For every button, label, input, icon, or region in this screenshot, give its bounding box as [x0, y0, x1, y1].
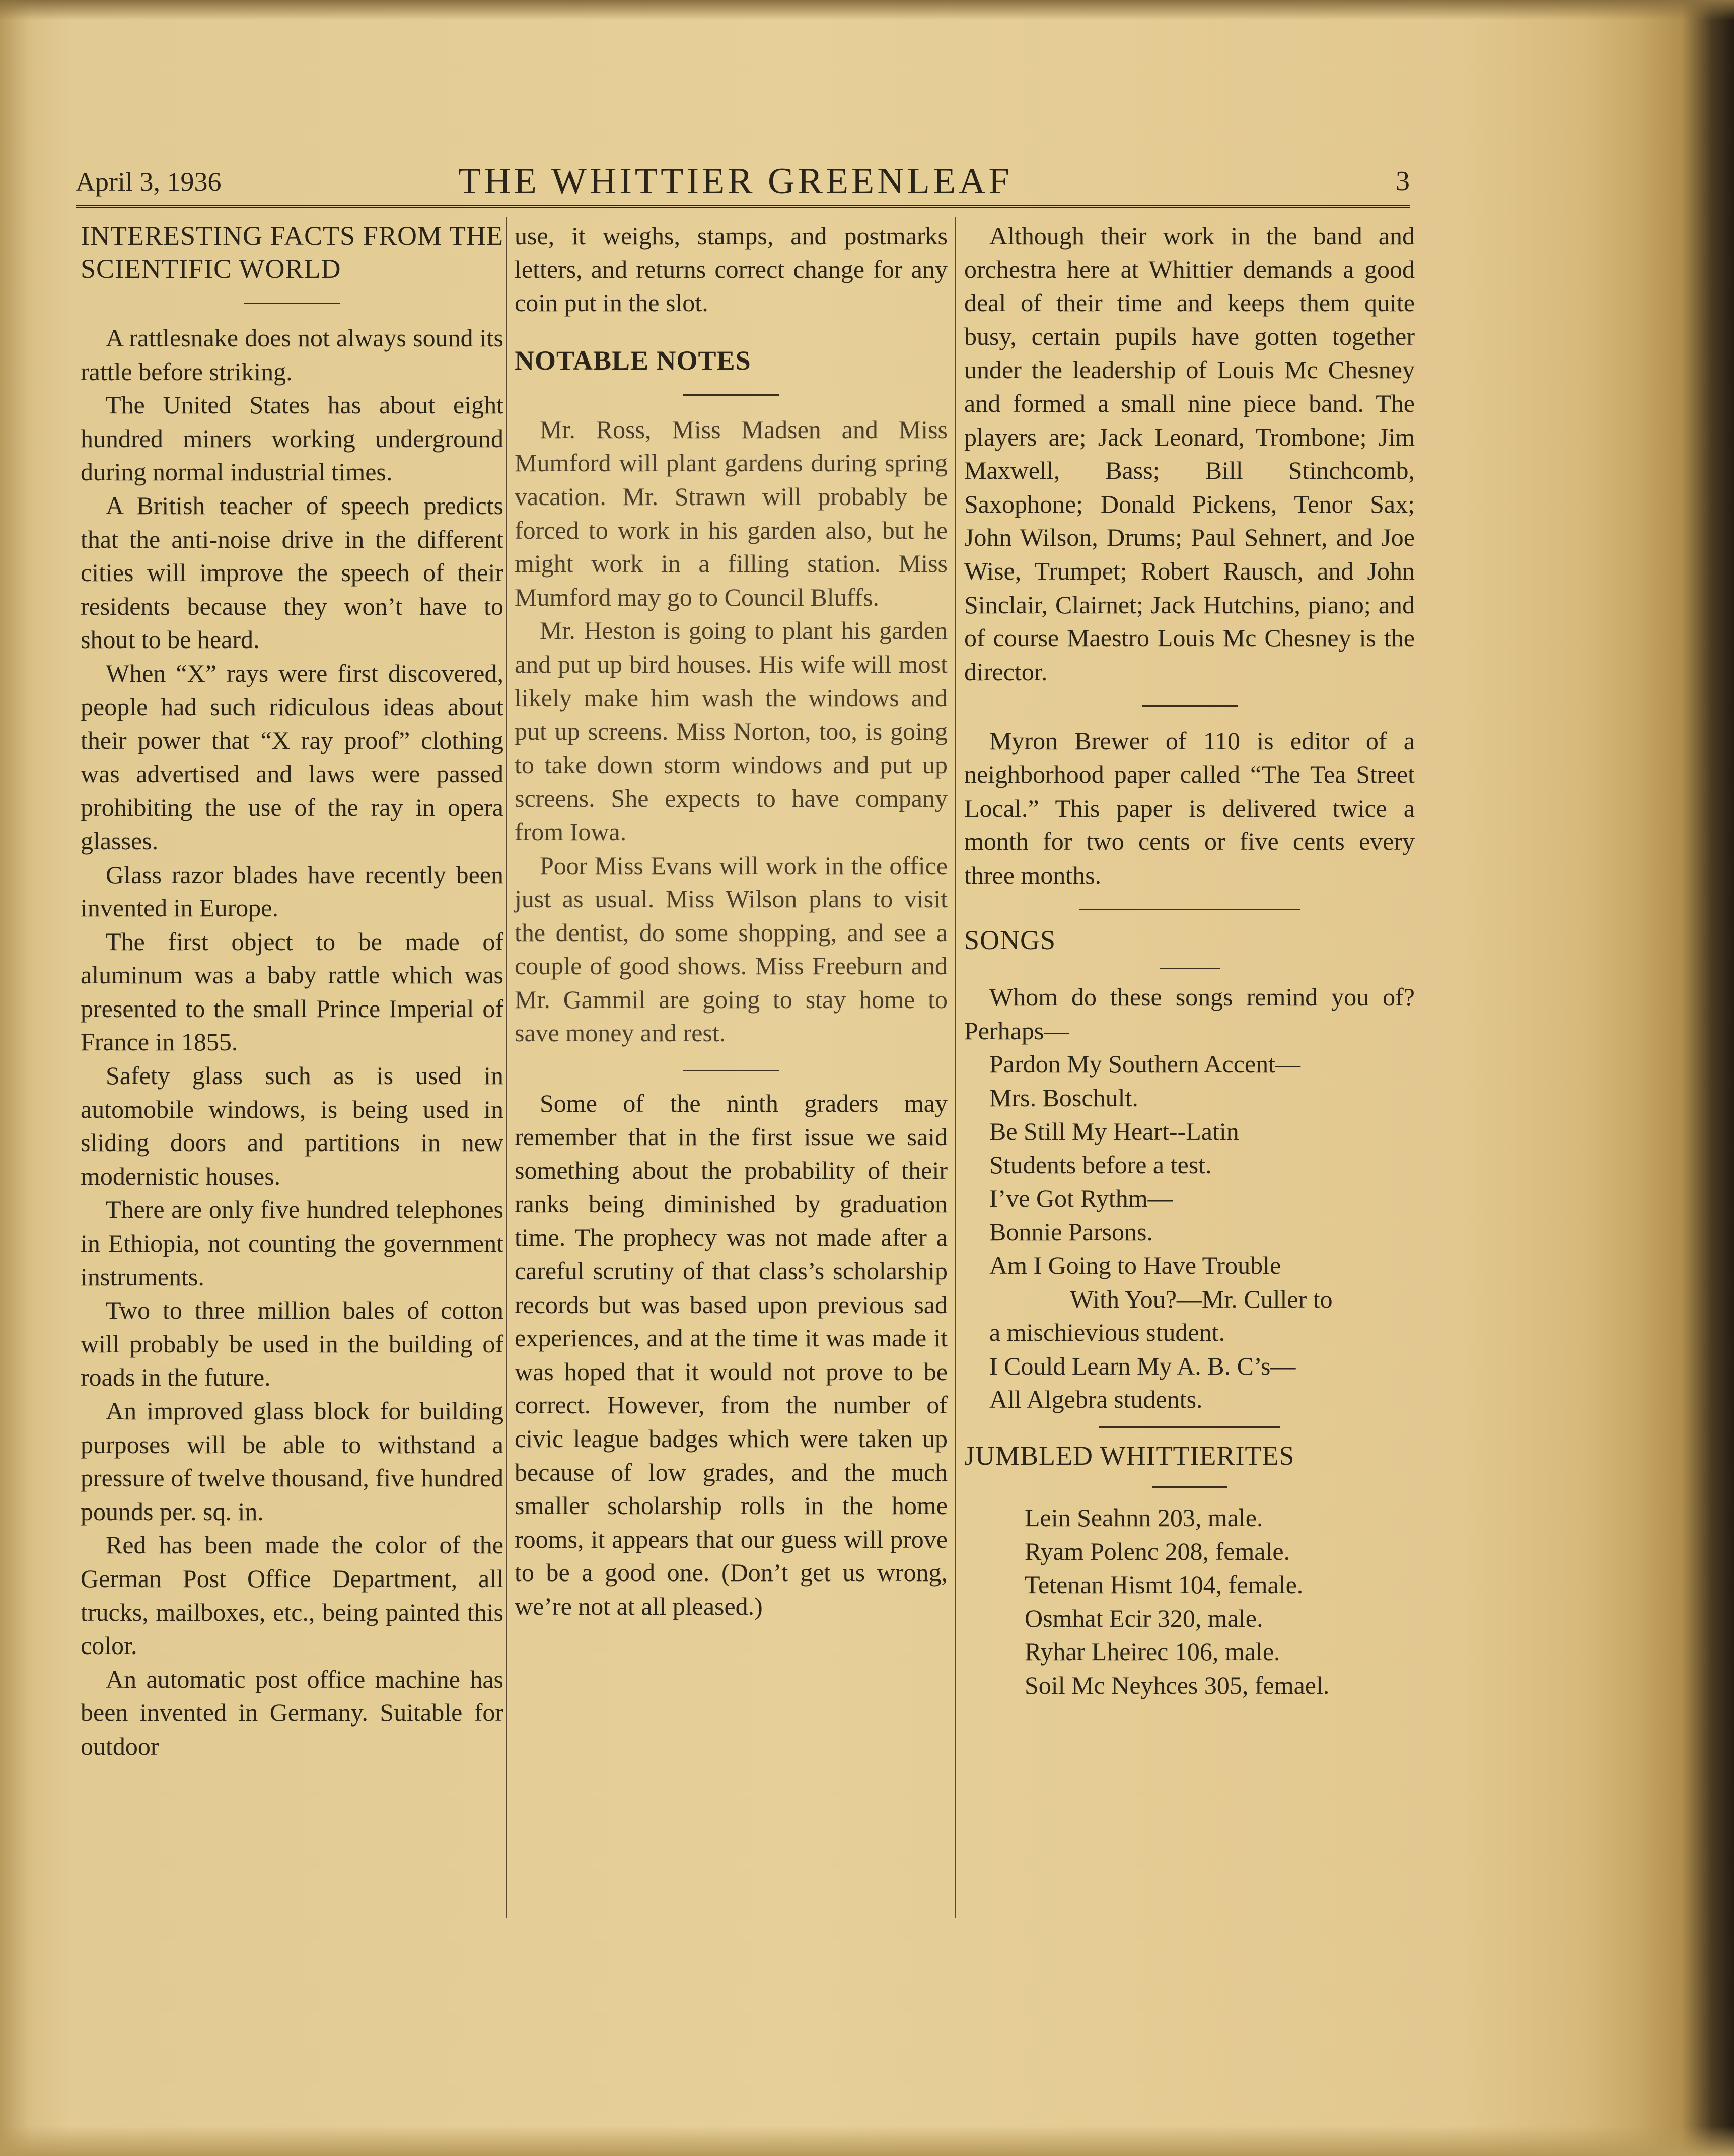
jumbled-name: Soil Mc Neyhces 305, femael.	[1025, 1671, 1330, 1699]
ninth-graders-paragraph: Some of the ninth graders may remember that in the first issue we said something about the probability of their ranks being diminished by graduation time. The prophecy was not made after a careful scrutiny of that class’s scholarship records but was based upon previous sad experiences, and at the time it was made it was hoped that it would not prove to be correct. However, from the number of civic league badges which were taken up because of low grades, and the much smaller scholarship rolls in the home rooms, it appears that our guess will prove to be a good one. (Don’t get us wrong, we’re not at all pleased.)	[515, 1089, 948, 1620]
fact-paragraph: The first object to be made of aluminum was a baby rattle which was presented to the small Prince Imperial of France in 1855.	[81, 927, 503, 1056]
fact-paragraph: The United States has about eight hundred miners working underground during normal industrial times.	[81, 391, 503, 486]
heading-rule	[1152, 1486, 1227, 1488]
jumbled-name: Lein Seahnn 203, male.	[1025, 1503, 1263, 1532]
notes-paragraph: Mr. Heston is going to plant his garden and put up bird houses. His wife will most likely make him wash the windows and put up screens. Miss Norton, too, is going to take down storm windows and put up screens. She expects to have company from Iowa.	[515, 616, 948, 846]
song-person: Mrs. Boschult.	[989, 1084, 1138, 1112]
page-header	[76, 160, 1410, 205]
continued-paragraph: use, it weighs, stamps, and postmarks letters, and returns correct change for any coin put in the slot.	[515, 222, 948, 317]
section-rule	[1079, 909, 1300, 910]
jumbled-name: Ryam Polenc 208, female.	[1025, 1537, 1290, 1565]
song-title: I Could Learn My A. B. C’s—	[989, 1351, 1296, 1380]
song-title: I’ve Got Rythm—	[989, 1184, 1173, 1212]
fact-paragraph: Red has been made the color of the German Post Office Department, all trucks, mailboxes, etc., being painted this color.	[81, 1531, 503, 1660]
notes-paragraph: Poor Miss Evans will work in the office just as usual. Miss Wilson plans to visit the dentist, do some shopping, and see a couple of good shows. Miss Freeburn and Mr. Gammil are going to stay home to save money and rest.	[515, 851, 948, 1047]
fact-paragraph: A British teacher of speech predicts that the anti-noise drive in the different cities will improve the speech of their residents because they won’t have to shout to be heard.	[81, 491, 503, 654]
fact-paragraph: There are only five hundred telephones in Ethiopia, not counting the government instruments.	[81, 1195, 503, 1291]
song-person: Students before a test.	[989, 1151, 1212, 1179]
heading-rule	[244, 303, 340, 304]
fact-paragraph: A rattlesnake does not always sound its rattle before striking.	[81, 324, 503, 386]
fact-paragraph: An automatic post office machine has been invented in Germany. Suitable for outdoor	[81, 1665, 503, 1760]
jumbled-name: Ryhar Lheirec 106, male.	[1025, 1637, 1280, 1666]
jumbled-heading: JUMBLED WHITTIERITES	[964, 1441, 1295, 1471]
fact-paragraph: Two to three million bales of cotton will probably be used in the building of roads in the future.	[81, 1296, 503, 1392]
header-rule	[76, 205, 1410, 208]
song-title-continued: With You?—Mr. Culler to	[1070, 1284, 1333, 1313]
fact-paragraph: Glass razor blades have recently been invented in Europe.	[81, 860, 503, 922]
fact-paragraph: An improved glass block for building purposes will be able to withstand a pressure of twelve thousand, five hundred pounds per. sq. in.	[81, 1397, 503, 1526]
column-notable-notes	[515, 219, 948, 1623]
scientific-facts-heading: INTERESTING FACTS FROM THE SCIENTIFIC WORLD	[81, 221, 503, 284]
column-scientific-facts	[81, 219, 503, 1763]
page-number: 3	[1396, 166, 1410, 197]
songs-heading: SONGS	[964, 925, 1056, 956]
section-rule	[1142, 705, 1238, 707]
notes-paragraph: Mr. Ross, Miss Madsen and Miss Mumford will plant gardens during spring vacation. Mr. Strawn will probably be forced to work in his garden also, but he might work in a filling station. Miss Mumford may go to Council Bluffs.	[515, 415, 948, 611]
songs-intro: Whom do these songs remind you of? Perhaps—	[964, 983, 1415, 1045]
jumbled-name: Tetenan Hismt 104, female.	[1025, 1570, 1304, 1599]
heading-rule	[1160, 968, 1220, 969]
issue-date: April 3, 1936	[76, 167, 222, 197]
jumbled-name: Osmhat Ecir 320, male.	[1025, 1604, 1263, 1632]
song-person: All Algebra students.	[989, 1385, 1203, 1414]
song-title: Am I Going to Have Trouble	[989, 1251, 1281, 1280]
song-person: Bonnie Parsons.	[989, 1217, 1153, 1246]
band-paragraph: Although their work in the band and orchestra here at Whittier demands a good deal of their time and keeps them quite busy, certain pupils have gotten together under the leadership of Louis Mc Chesney and formed a small nine piece band. The players are; Jack Leonard, Trombone; Jim Maxwell, Bass; Bill Stinchcomb, Saxophone; Donald Pickens, Tenor Sax; John Wilson, Drums; Paul Sehnert, and Joe Wise, Trumpet; Robert Rausch, and John Sinclair, Clairnet; Jack Hutchins, piano; and of course Maestro Louis Mc Chesney is the director.	[964, 222, 1415, 686]
song-title: Be Still My Heart--Latin	[989, 1117, 1239, 1145]
fact-paragraph: When “X” rays were first discovered, people had such ridiculous ideas about their power that “X ray proof” clothing was advertised and laws were passed prohibiting the use of the ray in opera glasses.	[81, 659, 503, 855]
song-title: Pardon My Southern Accent—	[989, 1050, 1300, 1079]
heading-rule	[683, 394, 779, 396]
column-divider	[506, 217, 507, 1918]
column-band-and-songs	[964, 219, 1415, 1702]
notable-notes-heading: NOTABLE NOTES	[515, 345, 751, 376]
brewer-paragraph: Myron Brewer of 110 is editor of a neighborhood paper called “The Tea Street Local.” This paper is delivered twice a month for two cents or five cents every three months.	[964, 727, 1415, 889]
section-rule	[1099, 1426, 1280, 1428]
fact-paragraph: Safety glass such as is used in automobile windows, is being used in sliding doors and partitions in new modernistic houses.	[81, 1061, 503, 1190]
column-divider	[955, 217, 956, 1918]
newspaper-title: THE WHITTIER GREENLEAF	[458, 161, 1013, 202]
section-rule	[683, 1070, 779, 1071]
song-person: a mischievious student.	[989, 1318, 1225, 1347]
